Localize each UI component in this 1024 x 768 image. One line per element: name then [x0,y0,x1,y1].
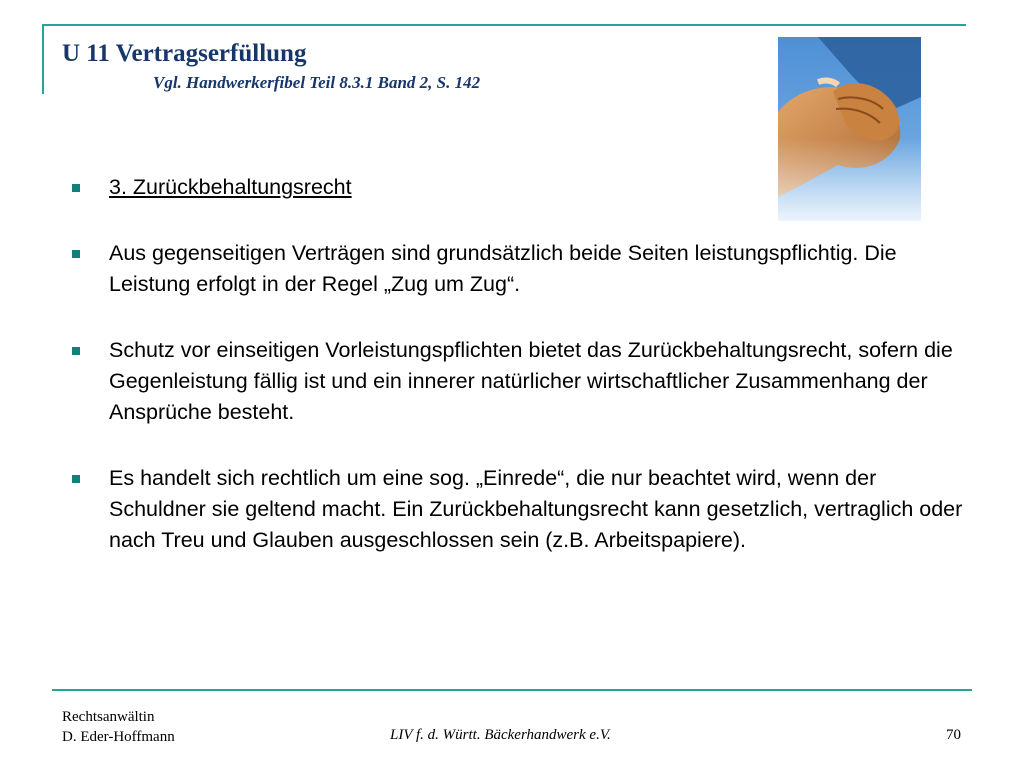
bottom-divider [52,689,972,691]
list-item [66,238,966,300]
list-item [66,172,966,203]
bullet-marker [72,347,80,355]
list-item [66,335,966,428]
top-divider [42,24,966,26]
bullet-text: Es handelt sich rechtlich um eine sog. „Einrede“, die nur beachtet wird, wenn der Schuldner sie geltend macht. Ein Zurückbehaltungsrecht kann gesetzlich, vertraglich oder nach Treu und Glauben ausgeschlossen sein (z.B. Arbeitspapiere). [109,466,963,552]
bullet-text: Schutz vor einseitigen Vorleistungspflichten bietet das Zurückbehaltungsrecht, sofern die Gegenleistung fällig ist und ein innerer natürlicher wirtschaftlicher Zusammenhang der Ansprüche besteht. [109,338,953,424]
slide-subtitle: Vgl. Handwerkerfibel Teil 8.3.1 Band 2, S. 142 [153,73,481,92]
author-name: D. Eder-Hoffmann [62,729,175,745]
list-item [66,463,966,556]
left-divider [42,24,44,94]
bullet-marker [72,184,80,192]
footer-author [62,707,175,747]
footer-organization: LIV f. d. Württ. Bäckerhandwerk e.V. [390,727,611,743]
bullet-list [66,172,966,556]
section-heading: 3. Zurückbehaltungsrecht [109,175,352,199]
page-number: 70 [946,727,961,743]
slide-title: U 11 Vertragserfüllung [62,40,307,67]
author-title: Rechtsanwältin [62,709,155,725]
bullet-text: Aus gegenseitigen Verträgen sind grundsätzlich beide Seiten leistungspflichtig. Die Leistung erfolgt in der Regel „Zug um Zug“. [109,241,897,296]
bullet-marker [72,250,80,258]
bullet-marker [72,475,80,483]
